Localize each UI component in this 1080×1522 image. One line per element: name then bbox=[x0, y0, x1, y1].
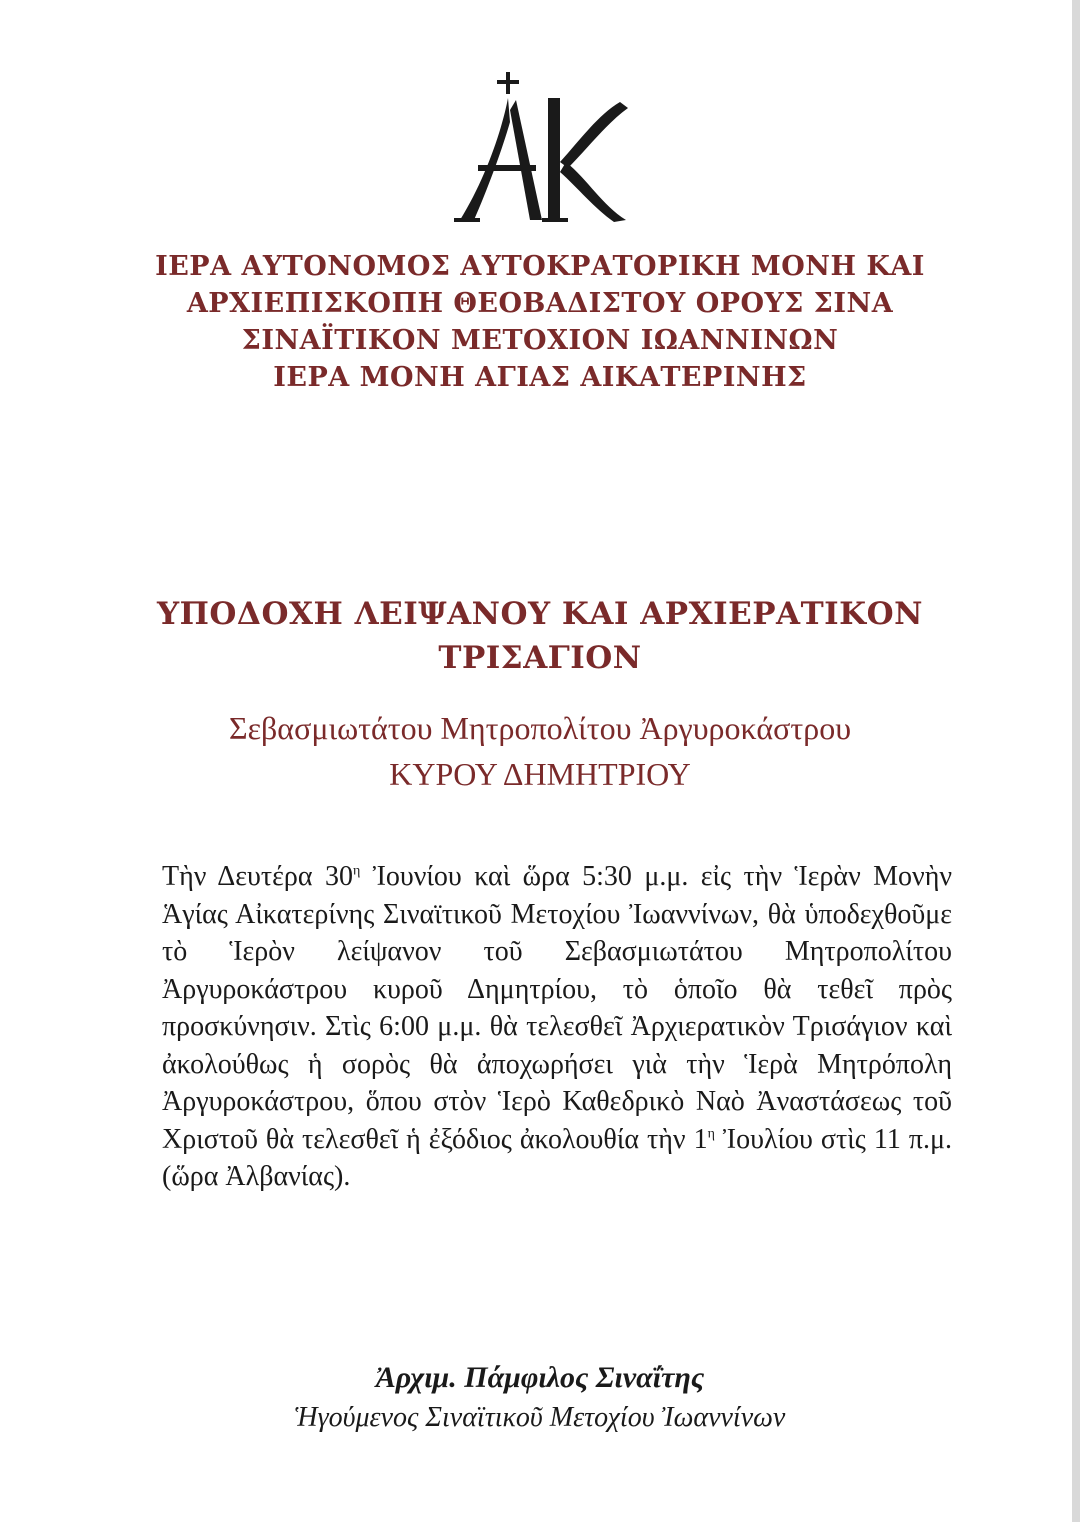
monogram-icon bbox=[430, 70, 650, 230]
signature-block bbox=[0, 1358, 1080, 1438]
title-line-2: ΤΡΙΣΑΓΙΟΝ bbox=[438, 640, 642, 676]
header-line-3: ΣΙΝΑΪΤΙΚΟΝ ΜΕΤΟΧΙΟΝ ΙΩΑΝΝΙΝΩΝ bbox=[241, 325, 839, 356]
title-line-1: ΥΠΟΔΟΧΗ ΛΕΙΨΑΝΟΥ ΚΑΙ ΑΡΧΙΕΡΑΤΙΚΟΝ bbox=[157, 596, 923, 632]
header-line-4: ΙΕΡΑ ΜΟΝΗ ΑΓΙΑΣ ΑΙΚΑΤΕΡΙΝΗΣ bbox=[273, 362, 807, 393]
signatory-name: Ἀρχιμ. Πάμφιλος Σιναΐτης bbox=[375, 1361, 705, 1394]
subtitle-line-1: Σεβασμιωτάτου Μητροπολίτου Ἀργυροκάστρου bbox=[228, 710, 852, 746]
announcement-subtitle bbox=[0, 705, 1080, 797]
body-text-part1: Τὴν Δευτέρα 30 bbox=[162, 861, 353, 892]
announcement-title bbox=[0, 592, 1080, 680]
body-sup-1: η bbox=[352, 863, 361, 879]
body-paragraph bbox=[162, 858, 952, 1196]
header-line-2: ΑΡΧΙΕΠΙΣΚΟΠΗ ΘΕΟΒΑΔΙΣΤΟΥ ΟΡΟΥΣ ΣΙΝΑ bbox=[186, 288, 894, 319]
subtitle-line-2: ΚΥΡΟΥ ΔΗΜΗΤΡΙΟΥ bbox=[389, 756, 691, 792]
announcement-body bbox=[162, 858, 952, 1196]
organization-header bbox=[0, 248, 1080, 396]
monastery-monogram-logo bbox=[430, 70, 650, 230]
header-line-1: ΙΕΡΑ ΑΥΤΟΝΟΜΟΣ ΑΥΤΟΚΡΑΤΟΡΙΚΗ ΜΟΝΗ ΚΑΙ bbox=[155, 251, 925, 282]
body-text-part3: Ἰουλίου στὶς 11 π.μ. (ὥρα Ἀλβανίας). bbox=[162, 1123, 952, 1192]
body-sup-2: η bbox=[707, 1126, 715, 1142]
signatory-role: Ἡγούμενος Σιναϊτικοῦ Μετοχίου Ἰωαννίνων bbox=[294, 1402, 786, 1433]
body-text-part2: Ἰουνίου καὶ ὥρα 5:30 μ.μ. εἰς τὴν Ἱερὰν Μονὴν Ἁγίας Αἰκατερίνης Σιναϊτικοῦ Μετοχίου Ἰωαννίνων, θὰ ὑποδεχθοῦμε τὸ Ἱερὸν λείψανον τοῦ Σεβασμιωτάτου Μητροπολίτου Ἀργυροκάστρου κυροῦ Δημητρίου, τὸ ὁποῖο θὰ τεθεῖ πρὸς προσκύνησιν. Στὶς 6:00 μ.μ. θὰ τελεσθεῖ Ἀρχιερατικὸν Τρισάγιον καὶ ἀκολούθως ἡ σορὸς θὰ ἀποχωρήσει γιὰ τὴν Ἱερὰ Μητρόπολη Ἀργυροκάστρου, ὅπου στὸν Ἱερὸ Καθεδρικὸ Ναὸ Ἀναστάσεως τοῦ Χριστοῦ θὰ τελεσθεῖ ἡ ἐξόδιος ἀκολουθία τὴν 1 bbox=[162, 861, 953, 1155]
